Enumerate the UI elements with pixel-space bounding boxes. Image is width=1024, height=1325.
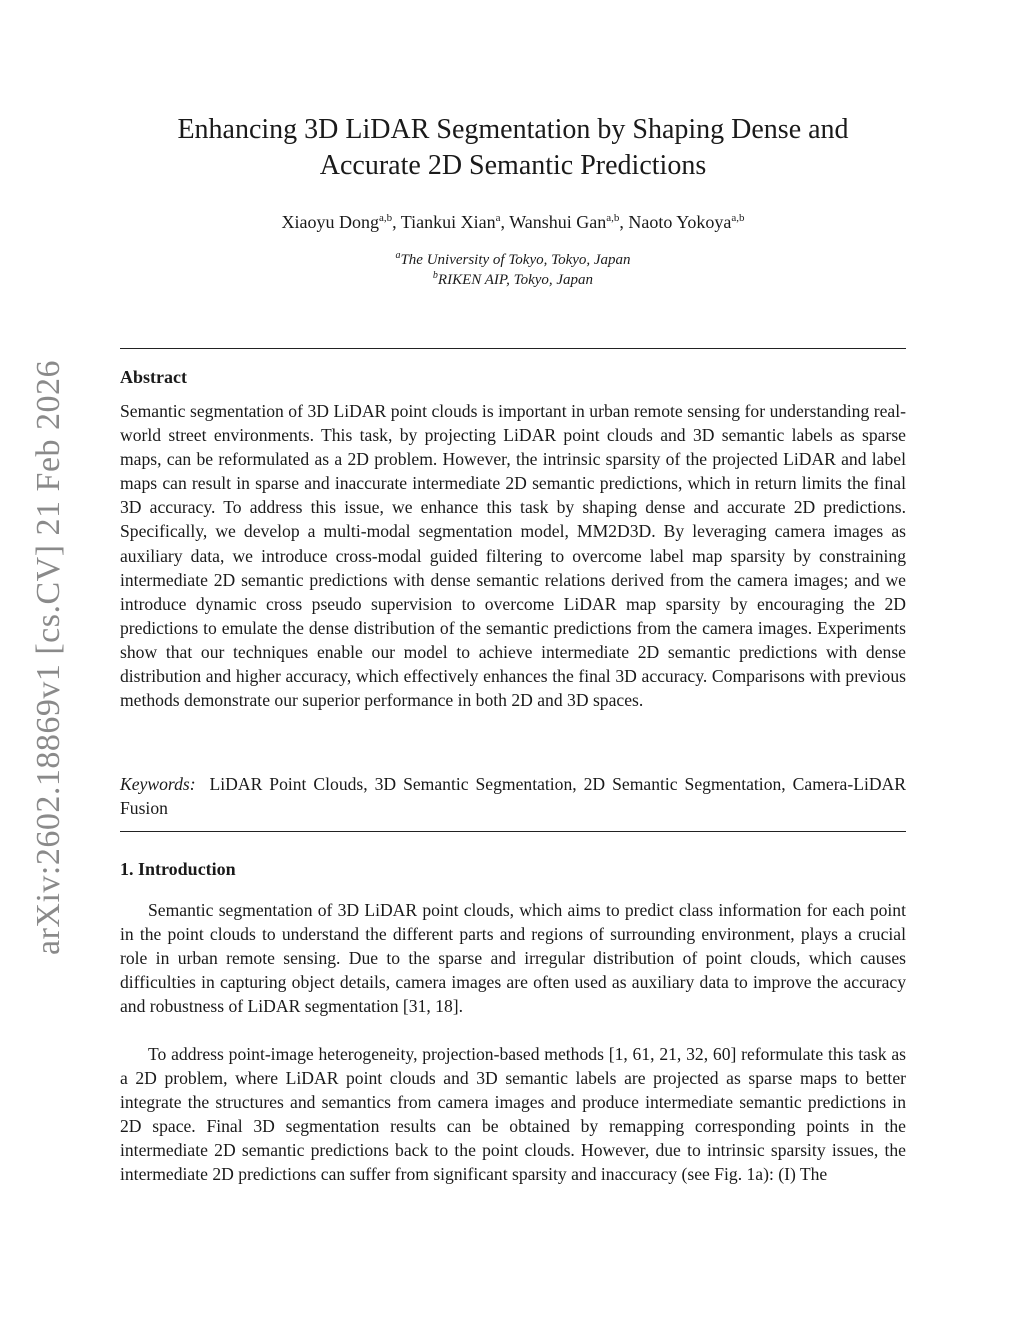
affiliation-mark: a bbox=[395, 250, 401, 261]
author-separator: , bbox=[392, 212, 401, 232]
abstract-bottom-rule bbox=[120, 831, 906, 832]
author-separator: , bbox=[500, 212, 510, 232]
author-list bbox=[120, 210, 906, 234]
intro-paragraph-1: Semantic segmentation of 3D LiDAR point clouds, which aims to predict class information for each point in the point clouds to understand the different parts and regions of surrounding environment, plays a crucial role in urban remote sensing. Due to the sparse and irregular distribution of point clouds, which causes difficulties in capturing object details, camera images are often used as auxiliary data to improve the accuracy and robustness of LiDAR segmentation [31, 18]. bbox=[120, 900, 906, 1017]
paper-title bbox=[120, 112, 906, 184]
author-affiliation-mark: a bbox=[495, 212, 501, 224]
title-line-1: Enhancing 3D LiDAR Segmentation by Shaping Dense and bbox=[177, 114, 849, 145]
author-separator: , bbox=[619, 212, 629, 232]
author-name: Naoto Yokoya bbox=[628, 212, 732, 232]
abstract-text: Semantic segmentation of 3D LiDAR point clouds is important in urban remote sensing for understanding real-world street environments. This task, by projecting LiDAR point clouds and 3D semantic labels as sparse maps, can be reformulated as a 2D problem. However, the intrinsic sparsity of the projected LiDAR and label maps can result in sparse and inaccurate intermediate 2D semantic predictions, which in return limits the final 3D accuracy. To address this issue, we enhance this task by shaping dense and accurate 2D predictions. Specifically, we develop a multi-modal segmentation model, MM2D3D. By leveraging camera images as auxiliary data, we introduce cross-modal guided filtering to overcome label map sparsity by constraining intermediate 2D semantic predictions with dense semantic relations derived from the camera images; and we introduce dynamic cross pseudo supervision to overcome LiDAR map sparsity by encouraging the 2D predictions to emulate the dense distribution of the semantic predictions from the camera images. Experiments show that our techniques enable our model to achieve intermediate 2D semantic predictions with dense distribution and higher accuracy, which effectively enhances the final 3D accuracy. Comparisons with previous methods demonstrate our superior performance in both 2D and 3D spaces. bbox=[120, 401, 906, 711]
author-affiliation-mark: a,b bbox=[378, 212, 393, 224]
author-name: Wanshui Gan bbox=[509, 212, 607, 232]
keywords-text: LiDAR Point Clouds, 3D Semantic Segmentation, 2D Semantic Segmentation, Camera-LiDAR Fusion bbox=[120, 774, 906, 819]
affiliation-b bbox=[120, 270, 906, 290]
intro-paragraph-2: To address point-image heterogeneity, projection-based methods [1, 61, 21, 32, 60] reformulate this task as a 2D problem, where LiDAR point clouds and 3D semantic labels are projected as sparse maps to better integrate the structures and semantics from camera images and produce intermediate semantic predictions in 2D space. Final 3D segmentation results can be obtained by remapping corresponding points in the intermediate 2D semantic predictions back to the point clouds. However, due to intrinsic sparsity issues, the intermediate 2D predictions can suffer from significant sparsity and inaccuracy (see Fig. 1a): (I) The bbox=[120, 1044, 906, 1185]
abstract-top-rule bbox=[120, 348, 906, 349]
arxiv-identifier: arXiv:2602.18869v1 [cs.CV] 21 Feb 2026 bbox=[30, 359, 67, 955]
author-name: Tiankui Xian bbox=[400, 212, 496, 232]
affiliation-text: RIKEN AIP, Tokyo, Japan bbox=[437, 272, 594, 288]
keywords bbox=[120, 772, 906, 820]
affiliation-text: The University of Tokyo, Tokyo, Japan bbox=[400, 252, 631, 268]
affiliation-mark: b bbox=[432, 270, 438, 281]
affiliation-a bbox=[120, 250, 906, 270]
abstract-heading: Abstract bbox=[120, 367, 187, 387]
author-affiliation-mark: a,b bbox=[606, 212, 620, 224]
author-affiliation-mark: a,b bbox=[731, 212, 745, 224]
title-line-2: Accurate 2D Semantic Predictions bbox=[319, 150, 707, 181]
author-name: Xiaoyu Dong bbox=[281, 212, 379, 232]
keywords-label: Keywords: bbox=[120, 774, 196, 794]
section-heading-introduction: 1. Introduction bbox=[120, 859, 236, 879]
